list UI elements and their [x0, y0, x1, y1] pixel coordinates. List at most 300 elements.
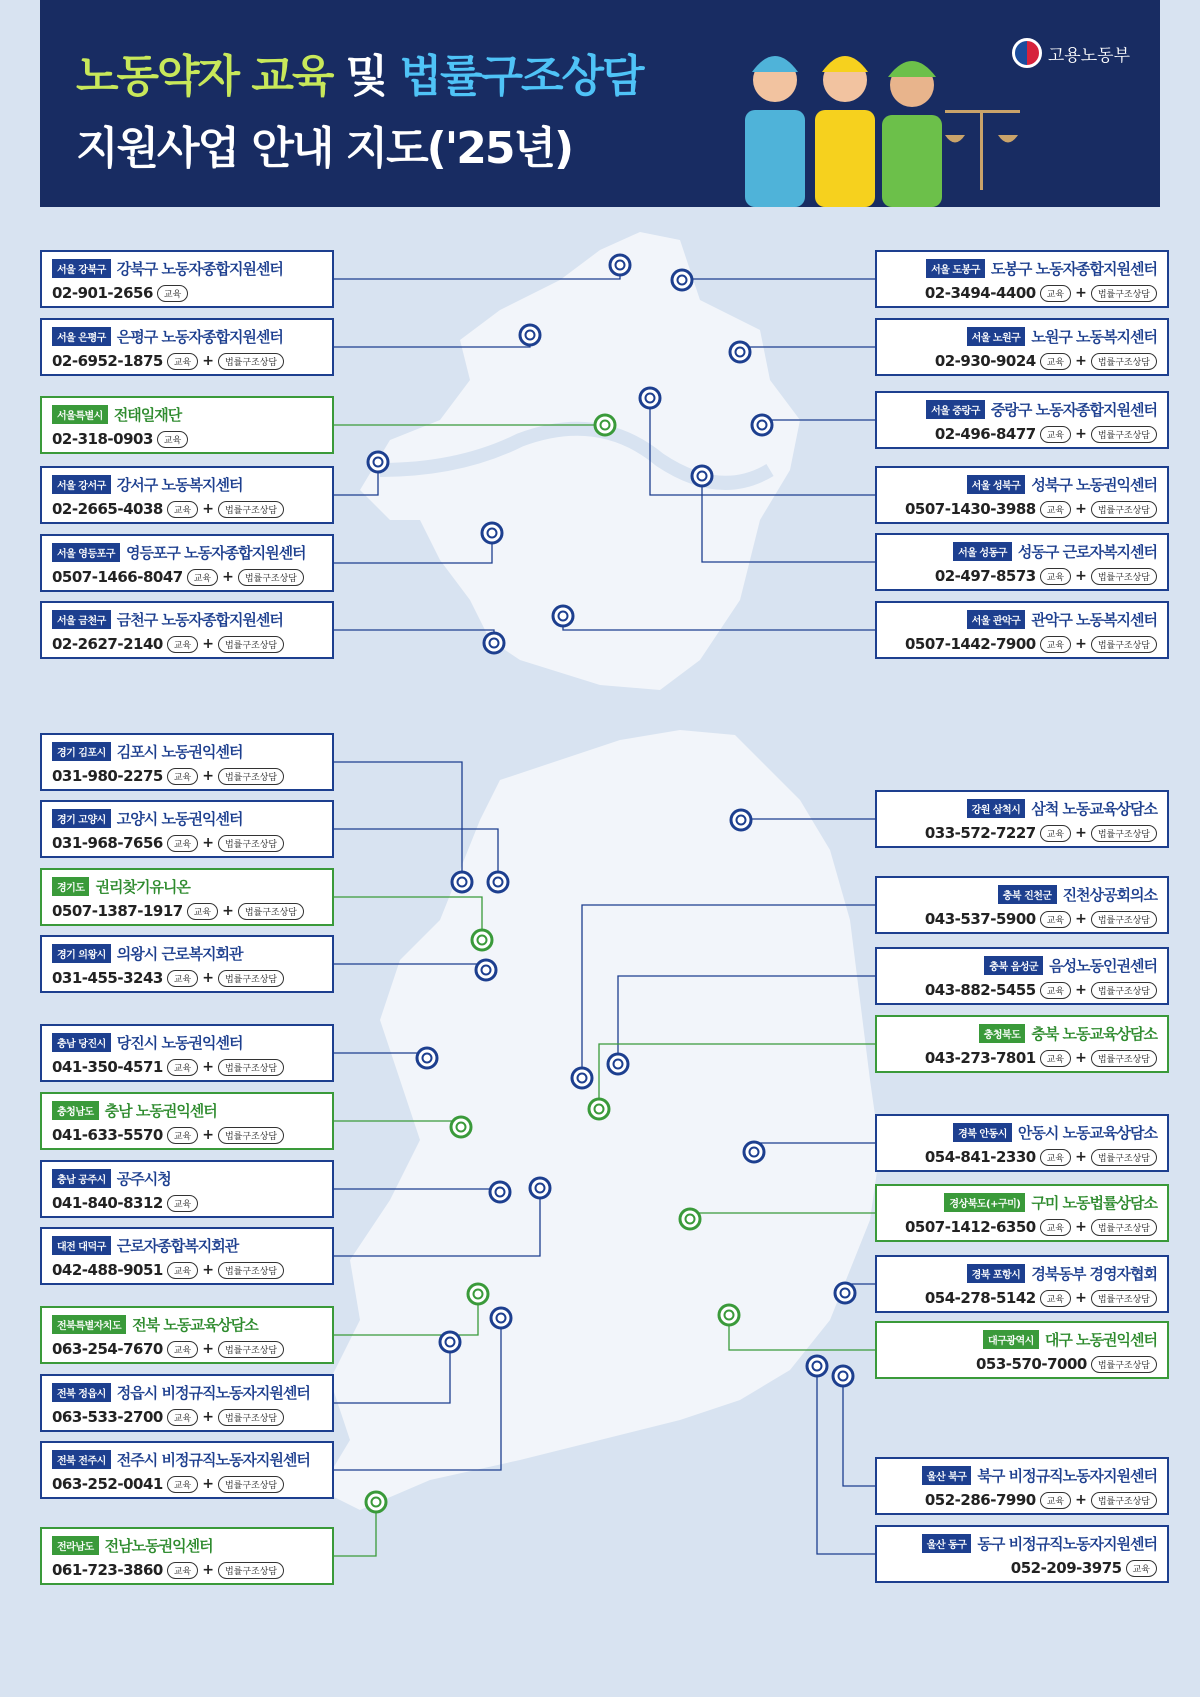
phone-number: 054-841-2330: [924, 1148, 1036, 1166]
region-badge: 충남 공주시: [52, 1169, 111, 1188]
taegeuk-icon: [1012, 38, 1042, 68]
connector-line: [334, 630, 494, 643]
center-name: 강서구 노동복지센터: [116, 476, 243, 494]
card-title-row: [922, 1465, 1157, 1486]
legal-aid-badge: 법률구조상담: [218, 835, 284, 852]
plus-sign: +: [1075, 501, 1087, 517]
location-marker-icon[interactable]: [520, 325, 540, 345]
card-contact-row: [52, 834, 284, 852]
region-badge: 대구광역시: [983, 1330, 1039, 1349]
location-marker-icon[interactable]: [731, 810, 751, 830]
center-card[interactable]: [40, 1160, 334, 1218]
region-badge: 경상북도(+구미): [944, 1193, 1025, 1212]
phone-number: 02-930-9024: [934, 352, 1036, 370]
plus-sign: +: [1075, 285, 1087, 301]
card-title-row: [52, 326, 283, 347]
center-card[interactable]: [40, 1374, 334, 1432]
center-card[interactable]: [875, 391, 1169, 449]
education-badge: 교육: [157, 431, 188, 448]
location-marker-icon[interactable]: [752, 415, 772, 435]
card-title-row: [52, 1168, 171, 1189]
card-title-row: [52, 1535, 213, 1556]
title-part1: 노동약자 교육: [76, 51, 333, 102]
center-card[interactable]: [40, 935, 334, 993]
location-marker-icon[interactable]: [595, 415, 615, 435]
card-contact-row: [52, 568, 304, 586]
center-card[interactable]: [875, 533, 1169, 591]
card-contact-row: [935, 567, 1157, 585]
card-contact-row: [52, 352, 284, 370]
plus-sign: +: [202, 1262, 214, 1278]
center-name: 전남노동권익센터: [104, 1537, 213, 1555]
region-badge: 전라남도: [52, 1536, 99, 1555]
phone-number: 063-252-0041: [52, 1475, 163, 1493]
card-title-row: [52, 1235, 238, 1256]
card-title-row: [52, 1100, 217, 1121]
center-card[interactable]: [875, 318, 1169, 376]
card-contact-row: [925, 1049, 1157, 1067]
center-card[interactable]: [875, 1015, 1169, 1073]
card-contact-row: [925, 981, 1157, 999]
card-contact-row: [52, 635, 284, 653]
location-marker-icon[interactable]: [368, 452, 388, 472]
location-marker-icon[interactable]: [482, 523, 502, 543]
plus-sign: +: [1075, 1492, 1087, 1508]
region-badge: 대전 대덕구: [52, 1236, 111, 1255]
region-badge: 경북 안동시: [953, 1123, 1012, 1142]
center-name: 충남 노동권익센터: [104, 1102, 217, 1120]
card-title-row: [944, 1192, 1157, 1213]
region-badge: 전북특별자치도: [52, 1315, 126, 1334]
center-name: 관악구 노동복지센터: [1031, 611, 1157, 629]
connector-line: [817, 1366, 875, 1554]
card-contact-row: [905, 635, 1157, 653]
region-badge: 충청남도: [52, 1101, 99, 1120]
phone-number: 041-840-8312: [52, 1194, 163, 1212]
location-marker-icon[interactable]: [680, 1209, 700, 1229]
location-marker-icon[interactable]: [452, 872, 472, 892]
plus-sign: +: [1075, 825, 1087, 841]
legal-aid-badge: 법률구조상담: [1091, 1356, 1157, 1373]
card-contact-row: [52, 1194, 198, 1212]
location-marker-icon[interactable]: [833, 1366, 853, 1386]
region-badge: 서울 노원구: [967, 327, 1026, 346]
connector-line: [334, 762, 462, 882]
phone-number: 053-570-7000: [976, 1355, 1087, 1373]
center-name: 구미 노동법률상담소: [1031, 1194, 1157, 1212]
card-contact-row: [925, 1148, 1157, 1166]
center-name: 강북구 노동자종합지원센터: [116, 260, 283, 278]
card-title-row: [52, 609, 283, 630]
education-badge: 교육: [1040, 1492, 1071, 1509]
location-marker-icon[interactable]: [744, 1142, 764, 1162]
phone-number: 0507-1442-7900: [905, 635, 1036, 653]
legal-aid-badge: 법률구조상담: [1091, 353, 1157, 370]
card-title-row: [52, 943, 242, 964]
center-name: 권리찾기유니온: [95, 878, 190, 896]
region-badge: 서울 도봉구: [926, 259, 985, 278]
location-marker-icon[interactable]: [468, 1284, 488, 1304]
center-name: 금천구 노동자종합지원센터: [116, 611, 283, 629]
legal-aid-badge: 법률구조상담: [218, 1409, 284, 1426]
education-badge: 교육: [1040, 982, 1071, 999]
plus-sign: +: [1075, 353, 1087, 369]
card-contact-row: [52, 1126, 284, 1144]
region-badge: 서울 관악구: [967, 610, 1026, 629]
center-card[interactable]: [40, 800, 334, 858]
card-title-row: [967, 609, 1157, 630]
location-marker-icon[interactable]: [440, 1332, 460, 1352]
legal-aid-badge: 법률구조상담: [1091, 1219, 1157, 1236]
education-badge: 교육: [1040, 911, 1071, 928]
plus-sign: +: [202, 1562, 214, 1578]
location-marker-icon[interactable]: [835, 1283, 855, 1303]
education-badge: 교육: [167, 636, 198, 653]
center-card[interactable]: [40, 466, 334, 524]
card-contact-row: [52, 1340, 284, 1358]
card-contact-row: [925, 824, 1157, 842]
region-badge: 전북 전주시: [52, 1450, 111, 1469]
plus-sign: +: [1075, 568, 1087, 584]
plus-sign: +: [1075, 1050, 1087, 1066]
center-name: 공주시청: [116, 1170, 171, 1188]
card-title-row: [52, 741, 242, 762]
card-contact-row: [976, 1355, 1157, 1373]
center-card[interactable]: [40, 534, 334, 592]
center-card[interactable]: [40, 733, 334, 791]
center-card[interactable]: [40, 868, 334, 926]
center-name: 정읍시 비정규직노동자지원센터: [116, 1384, 310, 1402]
center-name: 의왕시 근로복지회관: [116, 945, 243, 963]
center-name: 영등포구 노동자종합지원센터: [125, 544, 306, 562]
center-name: 삼척 노동교육상담소: [1031, 800, 1157, 818]
education-badge: 교육: [1040, 568, 1071, 585]
phone-number: 02-2665-4038: [52, 500, 163, 518]
region-badge: 서울특별시: [52, 405, 108, 424]
region-badge: 서울 은평구: [52, 327, 111, 346]
title-part3: 법률구조상담: [399, 51, 643, 102]
card-contact-row: [1011, 1559, 1157, 1577]
center-name: 안동시 노동교육상담소: [1017, 1124, 1157, 1142]
location-marker-icon[interactable]: [417, 1048, 437, 1068]
phone-number: 052-209-3975: [1010, 1559, 1122, 1577]
location-marker-icon[interactable]: [608, 1054, 628, 1074]
phone-number: 041-633-5570: [52, 1126, 163, 1144]
center-name: 전태일재단: [113, 406, 182, 424]
legal-aid-badge: 법률구조상담: [218, 1476, 284, 1493]
education-badge: 교육: [1040, 285, 1071, 302]
card-title-row: [984, 955, 1157, 976]
center-card[interactable]: [875, 1114, 1169, 1172]
card-contact-row: [905, 500, 1157, 518]
legal-aid-badge: 법률구조상담: [218, 970, 284, 987]
plus-sign: +: [1075, 426, 1087, 442]
center-card[interactable]: [40, 1024, 334, 1082]
plus-sign: +: [202, 1476, 214, 1492]
card-contact-row: [925, 1491, 1157, 1509]
card-title-row: [953, 1122, 1157, 1143]
education-badge: 교육: [1040, 426, 1071, 443]
center-name: 진천상공회의소: [1062, 886, 1157, 904]
legal-aid-badge: 법률구조상담: [218, 1059, 284, 1076]
legal-aid-badge: 법률구조상담: [1091, 501, 1157, 518]
region-badge: 경기 김포시: [52, 742, 111, 761]
location-marker-icon[interactable]: [476, 960, 496, 980]
legal-aid-badge: 법률구조상담: [238, 569, 304, 586]
education-badge: 교육: [167, 768, 198, 785]
plus-sign: +: [202, 1127, 214, 1143]
legal-aid-badge: 법률구조상담: [1091, 636, 1157, 653]
education-badge: 교육: [167, 1341, 198, 1358]
education-badge: 교육: [187, 903, 218, 920]
phone-number: 042-488-9051: [52, 1261, 163, 1279]
page-title: [76, 40, 643, 104]
legal-aid-badge: 법률구조상담: [1091, 825, 1157, 842]
phone-number: 02-6952-1875: [52, 352, 163, 370]
legal-aid-badge: 법률구조상담: [218, 1562, 284, 1579]
center-card[interactable]: [875, 790, 1169, 848]
center-name: 도봉구 노동자종합지원센터: [990, 260, 1157, 278]
phone-number: 031-968-7656: [52, 834, 163, 852]
center-name: 중랑구 노동자종합지원센터: [990, 401, 1157, 419]
location-marker-icon[interactable]: [692, 466, 712, 486]
center-name: 전주시 비정규직노동자지원센터: [116, 1451, 310, 1469]
center-name: 노원구 노동복지센터: [1031, 328, 1157, 346]
center-card[interactable]: [40, 1227, 334, 1285]
card-title-row: [953, 541, 1157, 562]
legal-aid-badge: 법률구조상담: [1091, 911, 1157, 928]
card-contact-row: [52, 1261, 284, 1279]
card-title-row: [926, 258, 1157, 279]
education-badge: 교육: [167, 1409, 198, 1426]
plus-sign: +: [202, 501, 214, 517]
region-badge: 서울 강서구: [52, 475, 111, 494]
plus-sign: +: [202, 353, 214, 369]
legal-aid-badge: 법률구조상담: [1091, 426, 1157, 443]
center-name: 음성노동인권센터: [1049, 957, 1157, 975]
card-contact-row: [925, 284, 1157, 302]
center-name: 고양시 노동권익센터: [116, 810, 243, 828]
center-name: 성동구 근로자복지센터: [1017, 543, 1157, 561]
plus-sign: +: [202, 970, 214, 986]
location-marker-icon[interactable]: [491, 1308, 511, 1328]
center-card[interactable]: [40, 318, 334, 376]
page-subtitle: 지원사업 안내 지도('25년): [76, 123, 573, 174]
phone-number: 033-572-7227: [924, 824, 1036, 842]
legal-aid-badge: 법률구조상담: [1091, 1492, 1157, 1509]
legal-aid-badge: 법률구조상담: [1091, 1050, 1157, 1067]
legal-aid-badge: 법률구조상담: [218, 501, 284, 518]
ministry-logo: [1012, 38, 1130, 68]
phone-number: 02-496-8477: [934, 425, 1036, 443]
plus-sign: +: [1075, 1219, 1087, 1235]
center-card[interactable]: [40, 1092, 334, 1150]
title-part2: 및: [345, 51, 387, 102]
plus-sign: +: [202, 768, 214, 784]
plus-sign: +: [1075, 1290, 1087, 1306]
card-contact-row: [52, 1408, 284, 1426]
card-contact-row: [925, 1289, 1157, 1307]
legal-aid-badge: 법률구조상담: [218, 768, 284, 785]
connector-line: [682, 279, 875, 280]
workers-illustration: [730, 40, 1030, 207]
card-title-row: [52, 404, 181, 425]
location-marker-icon[interactable]: [719, 1305, 739, 1325]
location-marker-icon[interactable]: [451, 1117, 471, 1137]
card-title-row: [998, 884, 1157, 905]
phone-number: 041-350-4571: [52, 1058, 163, 1076]
legal-aid-badge: 법률구조상담: [1091, 1290, 1157, 1307]
phone-number: 0507-1430-3988: [905, 500, 1036, 518]
education-badge: 교육: [167, 1127, 198, 1144]
center-name: 동구 비정규직노동자지원센터: [977, 1535, 1157, 1553]
region-badge: 서울 성동구: [953, 542, 1012, 561]
location-marker-icon[interactable]: [553, 606, 573, 626]
education-badge: 교육: [167, 1476, 198, 1493]
education-badge: 교육: [167, 1562, 198, 1579]
center-card[interactable]: [40, 1441, 334, 1499]
legal-aid-badge: 법률구조상담: [1091, 982, 1157, 999]
education-badge: 교육: [167, 501, 198, 518]
card-contact-row: [52, 1058, 284, 1076]
card-contact-row: [925, 910, 1157, 928]
location-marker-icon[interactable]: [490, 1182, 510, 1202]
center-card[interactable]: [875, 1321, 1169, 1379]
region-badge: 서울 영등포구: [52, 543, 120, 562]
card-title-row: [52, 1314, 258, 1335]
phone-number: 052-286-7990: [924, 1491, 1036, 1509]
education-badge: 교육: [167, 353, 198, 370]
location-marker-icon[interactable]: [572, 1068, 592, 1088]
phone-number: 02-901-2656: [52, 284, 153, 302]
location-marker-icon[interactable]: [530, 1178, 550, 1198]
location-marker-icon[interactable]: [366, 1492, 386, 1512]
plus-sign: +: [202, 1341, 214, 1357]
center-card[interactable]: [875, 466, 1169, 524]
center-name: 전북 노동교육상담소: [132, 1316, 258, 1334]
location-marker-icon[interactable]: [807, 1356, 827, 1376]
region-badge: 강원 삼척시: [967, 799, 1026, 818]
education-badge: 교육: [1040, 1219, 1071, 1236]
card-title-row: [967, 326, 1157, 347]
center-card[interactable]: [875, 250, 1169, 308]
center-card[interactable]: [40, 396, 334, 454]
education-badge: 교육: [167, 970, 198, 987]
center-card[interactable]: [875, 876, 1169, 934]
card-contact-row: [935, 425, 1157, 443]
education-badge: 교육: [167, 835, 198, 852]
location-marker-icon[interactable]: [484, 633, 504, 653]
phone-number: 063-533-2700: [52, 1408, 163, 1426]
card-contact-row: [52, 902, 304, 920]
plus-sign: +: [222, 903, 234, 919]
plus-sign: +: [202, 1059, 214, 1075]
center-name: 은평구 노동자종합지원센터: [116, 328, 283, 346]
region-badge: 경북 포항시: [967, 1264, 1026, 1283]
card-contact-row: [935, 352, 1157, 370]
card-title-row: [922, 1533, 1157, 1554]
legal-aid-badge: 법률구조상담: [1091, 1149, 1157, 1166]
education-badge: 교육: [1126, 1560, 1157, 1577]
location-marker-icon[interactable]: [640, 388, 660, 408]
region-badge: 서울 성북구: [967, 475, 1026, 494]
location-marker-icon[interactable]: [472, 930, 492, 950]
center-card[interactable]: [875, 947, 1169, 1005]
center-card[interactable]: [875, 1525, 1169, 1583]
region-badge: 충청북도: [979, 1024, 1026, 1043]
region-badge: 경기도: [52, 877, 89, 896]
plus-sign: +: [202, 1409, 214, 1425]
legal-aid-badge: 법률구조상담: [1091, 285, 1157, 302]
header-banner: [40, 0, 1160, 207]
location-marker-icon[interactable]: [730, 342, 750, 362]
card-contact-row: [52, 767, 284, 785]
education-badge: 교육: [1040, 825, 1071, 842]
center-card[interactable]: [40, 1306, 334, 1364]
center-card[interactable]: [40, 601, 334, 659]
phone-number: 02-2627-2140: [52, 635, 163, 653]
center-card[interactable]: [875, 1255, 1169, 1313]
legal-aid-badge: 법률구조상담: [218, 1262, 284, 1279]
region-badge: 충북 진천군: [998, 885, 1057, 904]
phone-number: 043-537-5900: [924, 910, 1036, 928]
phone-number: 02-318-0903: [52, 430, 153, 448]
phone-number: 0507-1466-8047: [52, 568, 183, 586]
region-badge: 충남 당진시: [52, 1033, 111, 1052]
center-name: 당진시 노동권익센터: [116, 1034, 243, 1052]
phone-number: 0507-1412-6350: [905, 1218, 1036, 1236]
legal-aid-badge: 법률구조상담: [238, 903, 304, 920]
plus-sign: +: [1075, 636, 1087, 652]
plus-sign: +: [1075, 982, 1087, 998]
card-contact-row: [52, 430, 188, 448]
card-title-row: [52, 1382, 310, 1403]
center-name: 북구 비정규직노동자지원센터: [977, 1467, 1157, 1485]
card-title-row: [967, 798, 1157, 819]
card-contact-row: [52, 969, 284, 987]
location-marker-icon[interactable]: [672, 270, 692, 290]
phone-number: 0507-1387-1917: [52, 902, 183, 920]
card-title-row: [52, 1032, 242, 1053]
phone-number: 02-497-8573: [934, 567, 1036, 585]
card-contact-row: [52, 500, 284, 518]
phone-number: 054-278-5142: [924, 1289, 1036, 1307]
location-marker-icon[interactable]: [488, 872, 508, 892]
center-card[interactable]: [875, 1457, 1169, 1515]
center-name: 성북구 노동권익센터: [1031, 476, 1157, 494]
location-marker-icon[interactable]: [610, 255, 630, 275]
center-name: 근로자종합복지회관: [116, 1237, 239, 1255]
education-badge: 교육: [1040, 1290, 1071, 1307]
card-title-row: [52, 876, 190, 897]
card-title-row: [52, 808, 242, 829]
legal-aid-badge: 법률구조상담: [1091, 568, 1157, 585]
phone-number: 061-723-3860: [52, 1561, 163, 1579]
card-title-row: [52, 258, 283, 279]
card-contact-row: [905, 1218, 1157, 1236]
education-badge: 교육: [187, 569, 218, 586]
card-title-row: [52, 542, 306, 563]
center-card[interactable]: [40, 250, 334, 308]
plus-sign: +: [1075, 1149, 1087, 1165]
center-card[interactable]: [875, 1184, 1169, 1242]
education-badge: 교육: [167, 1195, 198, 1212]
center-card[interactable]: [40, 1527, 334, 1585]
card-title-row: [52, 474, 242, 495]
center-card[interactable]: [875, 601, 1169, 659]
region-badge: 충북 음성군: [984, 956, 1043, 975]
location-marker-icon[interactable]: [589, 1099, 609, 1119]
